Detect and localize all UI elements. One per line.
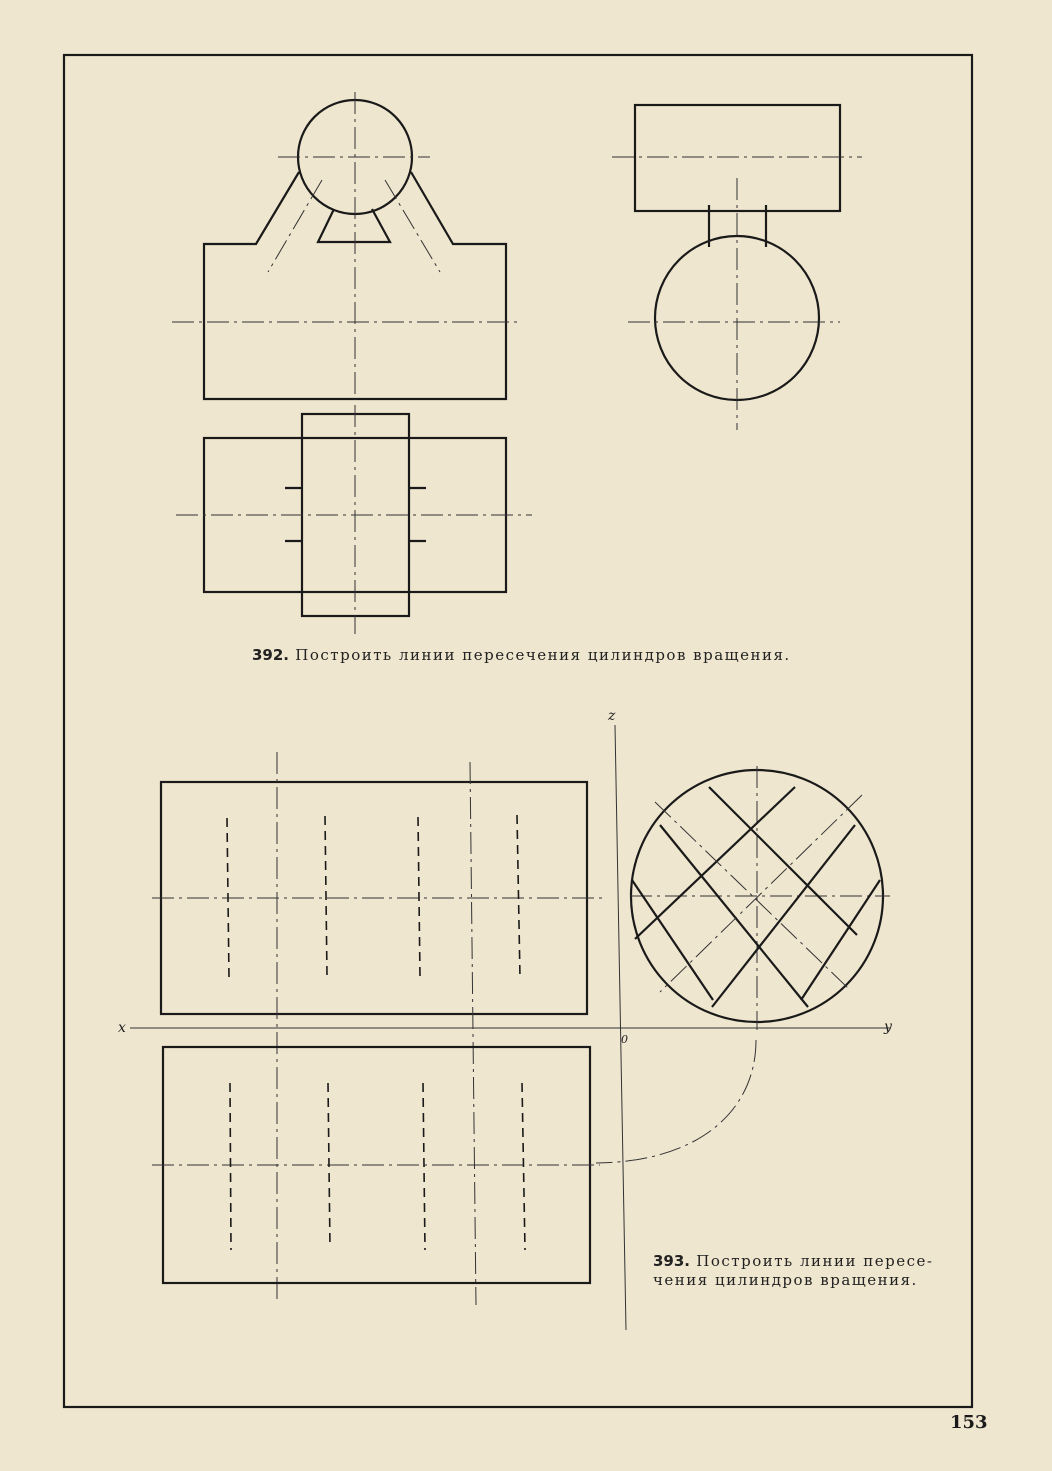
problem-392-number: 392. xyxy=(252,646,290,664)
problem-393-text-line2: чения цилиндров вращения. xyxy=(653,1271,918,1289)
axis-label-x: x xyxy=(118,1020,126,1036)
problem-392-top-view xyxy=(176,405,532,634)
problem-393-number: 393. xyxy=(653,1252,691,1270)
problem-393-caption xyxy=(653,1252,933,1290)
problem-392-caption xyxy=(252,646,791,664)
problem-393-axes xyxy=(130,725,890,1330)
page-number: 153 xyxy=(950,1412,988,1433)
problem-393-text-line1: Построить линии пересе- xyxy=(696,1252,934,1270)
problem-392-front-view xyxy=(172,92,520,400)
problem-392-side-view xyxy=(612,105,862,430)
axis-origin-label: 0 xyxy=(621,1033,628,1046)
problem-393-top-view xyxy=(152,1047,600,1283)
page-frame xyxy=(64,55,972,1407)
axis-label-y: y xyxy=(884,1019,892,1035)
problem-393-side-view xyxy=(630,766,890,1030)
axis-label-z: z xyxy=(608,708,616,724)
problem-392-text: Построить линии пересечения цилиндров вращения. xyxy=(295,646,791,664)
